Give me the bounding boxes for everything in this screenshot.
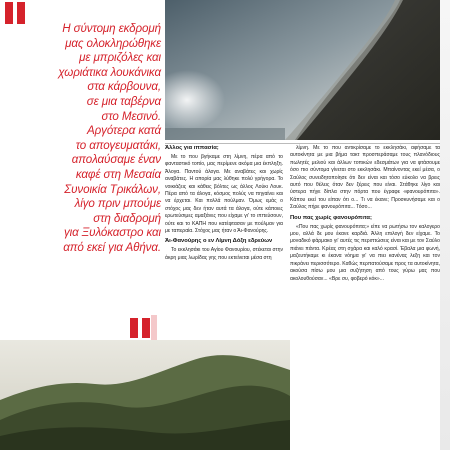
pull-quote: Η σύντομη εκδρομή μας ολοκληρώθηκε με μπριζόλες και χωριάτικα λουκάνικα στα κάρβουνα, σε μια ταβέρνα στο Μεσινό. Αργότερα κατά το απογευματάκι, απολαύσαμε έναν καφέ στη Μεσαία Συνοικία Τρικάλων, λίγο πριν μπούμε στη διαδρομή για Ξυλόκαστρο και από εκεί για Αθήνα. xyxy=(58,22,161,254)
forest-hills-photo xyxy=(0,340,290,450)
section-heading: Άλλος για ιππασία; xyxy=(165,145,219,151)
article-paragraph: Το εκκλησάκι του Αγίου Φανουρίου, στέκεται στην άκρη μιας λωρίδας γης που εκτείνεται μέσα στη xyxy=(165,247,283,261)
section-heading: Που πας χωρίς φανουρόπιτα; xyxy=(290,214,372,221)
article-paragraph: λίμνη. Με το που αντικρίσαμε το εκκλησάκι, αφήσαμε τα αυτοκίνητα με μια βήμα τακτ προσπεράσαμε τους πλανόδιους πωλητές μελιού και άλλων τοπικών εδεσμάτων για να φτάσουμε όσο πιο σύντομα γίνεται στο εκκλησάκι. Μπαίνοντας εκεί μέσα, ο Σαύλος συνειδητοποίησε ότι δεν είναι και τόσο εύκολο να βρεις αυτό που θέλεις όταν δεν ξέρεις που είναι. Στάθηκε λίγο και ύστερα πήγε δίπλα στην πόρτα που έγραφε «φανουρόπιτα». Κάπου εκεί του είπαν ότι ο... Τι να έκανε; Προσκυνήσαμε και ο Σαύλος πήρε φανουρόπιτα... Τόσο... xyxy=(290,145,440,211)
quote-close-icon xyxy=(125,315,159,341)
article-column-2 xyxy=(290,145,440,286)
article-paragraph: Με το που βγήκαμε στη λίμνη, πέρα από το φανταστικό τοπίο, μας περίμενε ακόμα μια έκπληξη. Άλογα. Παντού άλογα. Με αναβάτες και χωρίς αναβάτες. Η απορία μας λύθηκε πολύ γρήγορα. Το νοικιάζεις και κάθεις βόλτες ως άλλος Λούκι Λουκ. Πέρα από τα άλογα, κόσμος πολύς να πηγαίνει και να έρχεται. Και πολλά πούλμαν. Όμως εμάς ο στόχος μας δεν ήταν αυτά τα άλογα, ούτε κάποιες ερωτεύσιμες αμαξάνες που είχαμε γι' το ιππεύσουν, ούτε και το ΚΑΠΗ που κατέφτασαν με πούλμαν για με ταπεραία. Στόχος μας ήταν ο Άι-Φανούρης. xyxy=(165,154,283,235)
page-edge xyxy=(440,0,450,450)
section-heading: Άι-Φανούρης ο εν Λίμνη Δόξη εδρεύων xyxy=(165,238,273,245)
column-divider xyxy=(165,143,440,144)
lake-shore-photo xyxy=(165,0,450,140)
article-paragraph: «Που πας χωρίς φανουρόπιτα;» είπε να ρωτήσω τον καλογερο μου, αλλά δε μου έκανε καρδιά. Άλλη επιλογή δεν είχαμε. Το μοναδικό φάρμακο γι' αυτές τις περιπτώσεις είναι και με τον Σαύλο πιάνει πάντα. Κρέας στη σχάρα και καλό κρασί. Έβαλα μια φωνή, μαζευτήκαμε κι έκανα νόημα γι' να πιει κανένας λεξη και τον πικράνει περισσότερο. Καθώς περπατούσαμε προς τα αυτοκίνητα, ακούσα πίσω μου μια συζήτηση από τους γύρω μας που ακολουθούσαν... «Βρε συ, φοβερό κόκ»... xyxy=(290,223,440,282)
article-column-1 xyxy=(165,145,283,265)
